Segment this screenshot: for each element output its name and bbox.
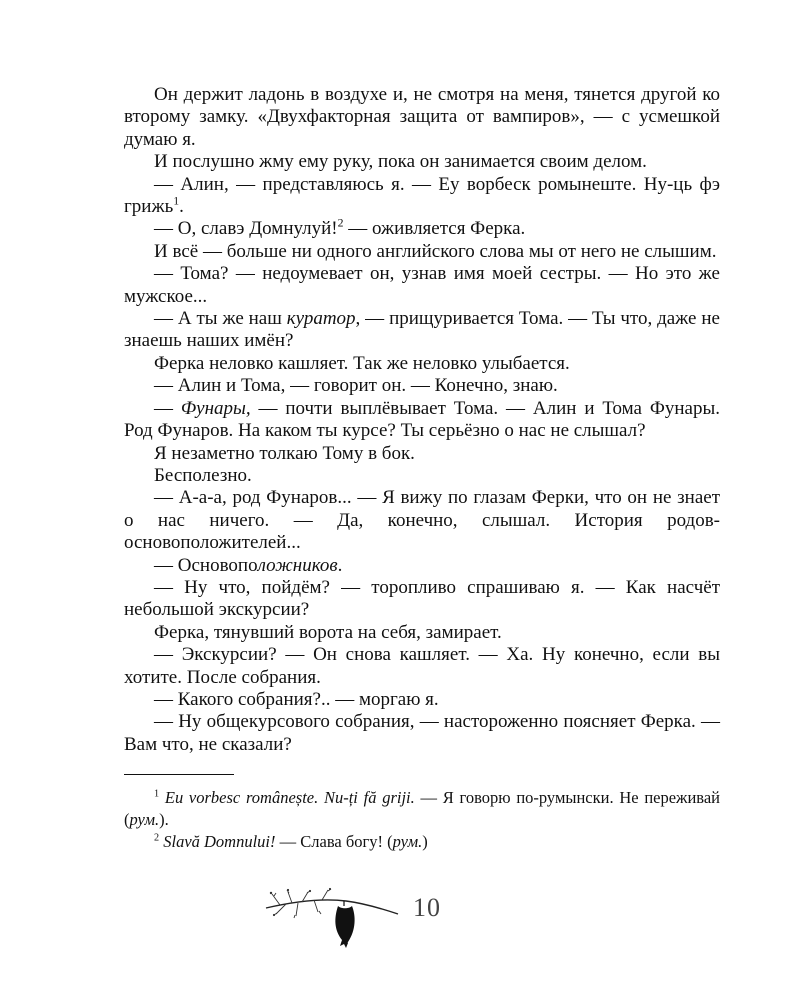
footnote-original: Slavă Domnului! <box>163 832 276 852</box>
paragraph <box>124 487 720 554</box>
text-run: — Алин и Тома, — говорит он. — Конечно, знаю. <box>154 375 558 397</box>
paragraph <box>124 577 720 622</box>
text-run: . <box>337 554 343 576</box>
text-run: — почти выплёвывает Тома. — Алин и Тома Фунары. Род Фунаров. На каком ты курсе? Ты серьёзно о нас не слышал? <box>124 397 720 442</box>
text-run: Ферка неловко кашляет. Так же неловко улыбается. <box>154 352 570 374</box>
text-run: , — прищуривается Тома. — Ты что, даже не знаешь наших имён? <box>124 308 720 352</box>
footnote-separator <box>124 774 234 775</box>
paragraph <box>124 644 720 689</box>
footnote-text: — Я говорю по-румынски. Не переживай ( <box>124 788 721 830</box>
paragraph <box>124 443 720 465</box>
footnote-text: ) <box>422 832 428 852</box>
paragraph <box>124 308 720 353</box>
text-run: — оживляется Ферка. <box>343 218 526 240</box>
paragraph <box>124 398 720 443</box>
text-run: — Экскурсии? — Он снова кашляет. — Ха. Ну конечно, если вы хотите. После собрания. <box>124 644 720 688</box>
paragraph <box>124 555 720 577</box>
paragraph <box>124 711 720 756</box>
footnotes <box>124 787 720 853</box>
paragraph <box>124 263 720 308</box>
text-run: — Тома? — недоумевает он, узнав имя моей сестры. — Но это же мужское... <box>124 263 720 307</box>
footnote-lang: рум. <box>129 810 160 830</box>
main-text <box>124 84 720 756</box>
italic-text: куратор <box>286 308 356 330</box>
text-run: И послушно жму ему руку, пока он занимается своим делом. <box>154 151 647 173</box>
text-run: Я незаметно толкаю Тому в бок. <box>154 442 415 464</box>
footnote-text: ). <box>159 810 169 830</box>
paragraph <box>124 353 720 375</box>
footnote-original: Eu vorbesc românește. Nu-ți fă griji. <box>164 788 415 808</box>
text-run: — Ну общекурсового собрания, — настороженно поясняет Ферка. — Вам что, не сказали? <box>124 711 720 755</box>
text-run: Он держит ладонь в воздухе и, не смотря на меня, тянется другой ко второму замку. «Двухфакторная защита от вампиров», — с усмешкой думаю я. <box>124 84 720 150</box>
text-run: — <box>154 397 181 419</box>
text-run: — Алин, — представляюсь я. — Еу ворбеск ромынеште. Ну-ць фэ грижь <box>124 173 720 218</box>
text-run: Ферка, тянувший ворота на себя, замирает. <box>154 621 502 643</box>
footnote-ref: 2 <box>337 217 344 231</box>
text-run: — Основопо <box>154 554 258 576</box>
paragraph <box>124 622 720 644</box>
paragraph <box>124 465 720 487</box>
paragraph <box>124 375 720 397</box>
text-run: — А ты же наш <box>154 308 287 330</box>
paragraph <box>124 151 720 173</box>
paragraph <box>124 689 720 711</box>
text-run: — А-а-а, род Фунаров... — Я вижу по глазам Ферки, что он не знает о нас ничего. — Да, конечно, слышал. История родов-основоположителей... <box>124 487 720 554</box>
text-run: — О, славэ Домнулуй! <box>154 218 338 240</box>
text-run: . <box>179 196 184 218</box>
footnote-text: — Слава богу! ( <box>275 832 393 852</box>
footnote-number: 2 <box>154 832 160 844</box>
paragraph <box>124 218 720 240</box>
paragraph <box>124 241 720 263</box>
page-number: 10 <box>413 893 441 922</box>
text-run: Бесполезно. <box>154 464 252 486</box>
footnote <box>124 787 720 831</box>
bat-on-branch-icon <box>262 884 402 954</box>
footnote-number: 1 <box>154 788 160 800</box>
page-body <box>124 84 720 853</box>
text-run: И всё — больше ни одного английского слова мы от него не слышим. <box>154 240 717 262</box>
paragraph <box>124 84 720 151</box>
text-run: — Какого собрания?.. — моргаю я. <box>154 688 439 710</box>
paragraph <box>124 174 720 219</box>
footnote-ref: 1 <box>173 194 180 208</box>
footnote-lang: рум. <box>392 832 423 852</box>
italic-text: Фунары, <box>180 397 251 419</box>
footnote <box>124 831 720 853</box>
text-run: — Ну что, пойдём? — торопливо спрашиваю я. — Как насчёт небольшой экскурсии? <box>124 576 720 621</box>
italic-text: ложников <box>257 554 338 576</box>
